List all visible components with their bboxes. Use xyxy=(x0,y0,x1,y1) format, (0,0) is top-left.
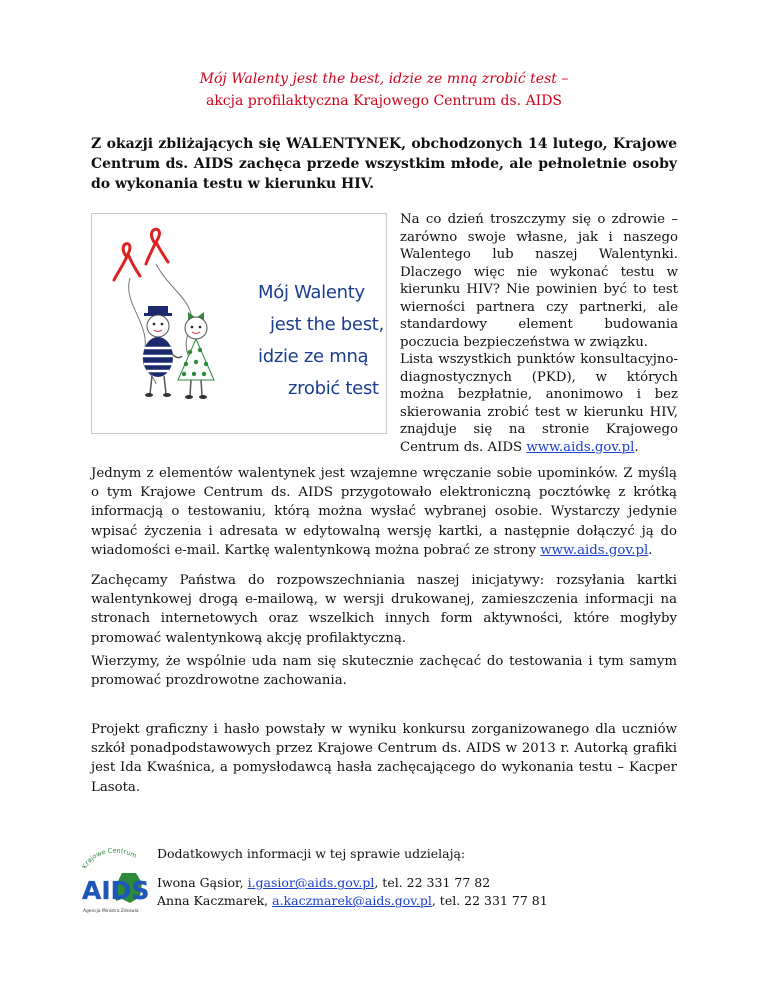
holding-hands xyxy=(172,354,182,358)
contact-heading: Dodatkowych informacji w tej sprawie udzielają: xyxy=(157,846,466,861)
contact-name: Anna Kaczmarek, xyxy=(157,893,273,908)
aids-logo xyxy=(78,843,152,921)
red-ribbon-icon-left xyxy=(114,244,140,280)
side-text-part-1: Na co dzień troszczymy się o zdrowie – zarówno swoje własne, jak i naszego Walentego lub naszej Walentynki. Dlaczego więc nie wykonać testu w kierunku HIV? Nie powinien być to test wierności partnera czy partnerki, ale standardowy element budowania poczucia bezpieczeństwa w związku. xyxy=(400,212,678,350)
valentine-card-image xyxy=(91,213,387,434)
card-text-line-4: zrobić test xyxy=(288,378,379,399)
paragraph-believe: Wierzymy, że wspólnie uda nam się skutecznie zachęcać do testowania i tym samym promować prozdrowotne zachowania. xyxy=(91,654,677,689)
contact-email-link[interactable]: a.kaczmarek@aids.gov.pl xyxy=(272,893,432,908)
girl-figure xyxy=(178,312,214,399)
logo-aids-text: AIDS xyxy=(82,876,150,905)
logo-arc-text: Krajowe Centrum xyxy=(80,846,139,870)
aids-website-link[interactable]: www.aids.gov.pl xyxy=(526,439,635,455)
contact-phone: , tel. 22 331 77 82 xyxy=(374,875,491,890)
heading-line-1: Mój Walenty jest the best, idzie ze mną zrobić test – xyxy=(199,71,569,87)
side-paragraph xyxy=(400,211,678,456)
paragraph-ecard-end: . xyxy=(648,542,653,558)
red-ribbon-icon-right xyxy=(146,229,168,264)
paragraph-project-credits: Projekt graficzny i hasło powstały w wyniku konkursu zorganizowanego dla uczniów szkół ponadpodstawowych przez Krajowe Centrum ds. AIDS w 2013 r. Autorką grafiki jest Ida Kwaśnica, a pomysłodawcą hasła zachęcającego do wykonania testu – Kacper Lasota. xyxy=(91,722,677,795)
contact-phone: , tel. 22 331 77 81 xyxy=(431,893,548,908)
paragraph-spread: Zachęcamy Państwa do rozpowszechniania naszej inicjatywy: rozsyłania kartki walentynkowej drogą e-mailową, w wersji drukowanej, zamieszczenia informacji na stronach internetowych oraz wszelkich innych form aktywności, które mogłyby promować walentynkową akcję profilaktyczną. xyxy=(91,573,677,646)
intro-paragraph: Z okazji zbliżających się WALENTYNEK, obchodzonych 14 lutego, Krajowe Centrum ds. AIDS zachęca przede wszystkim młode, ale pełnoletnie osoby do wykonania testu w kierunku HIV. xyxy=(91,136,677,192)
logo-caption: Agencja Ministra Zdrowia xyxy=(83,909,139,914)
contact-name: Iwona Gąsior, xyxy=(157,875,248,890)
contact-email-link[interactable]: i.gasior@aids.gov.pl xyxy=(247,875,375,890)
aids-website-link-2[interactable]: www.aids.gov.pl xyxy=(540,542,649,558)
card-text-line-3: idzie ze mną xyxy=(258,346,369,367)
card-text-line-1: Mój Walenty xyxy=(258,282,365,303)
aids-logo-icon xyxy=(78,843,152,921)
paragraph-ecard-text: Jednym z elementów walentynek jest wzajemne wręczanie sobie upominków. Z myślą o tym Krajowe Centrum ds. AIDS przygotowało elektroniczną pocztówkę z krótką informacją o testowaniu, którą można wysłać wybranej osobie. Wystarczy jedynie wpisać życzenia i adresata w edytowalną wersję kartki, a następnie dołączyć ją do wiadomości e-mail. Kartkę walentynkową można pobrać ze strony xyxy=(91,466,677,558)
contact-line-2 xyxy=(157,893,548,908)
paragraph-ecard xyxy=(91,464,677,560)
boy-figure xyxy=(143,306,173,397)
contact-line-1 xyxy=(157,875,490,890)
side-text-end: . xyxy=(634,439,639,455)
card-text-line-2: jest the best, xyxy=(270,314,384,335)
side-text-part-2: Lista wszystkich punktów konsultacyjno-diagnostycznych (PKD), w których można bezpłatnie, anonimowo i bez skierowania zrobić test w kierunku HIV, znajduje się na stronie Krajowego Centrum ds. AIDS xyxy=(400,352,678,455)
heading-line-2: akcja profilaktyczna Krajowego Centrum ds. AIDS xyxy=(205,93,563,109)
